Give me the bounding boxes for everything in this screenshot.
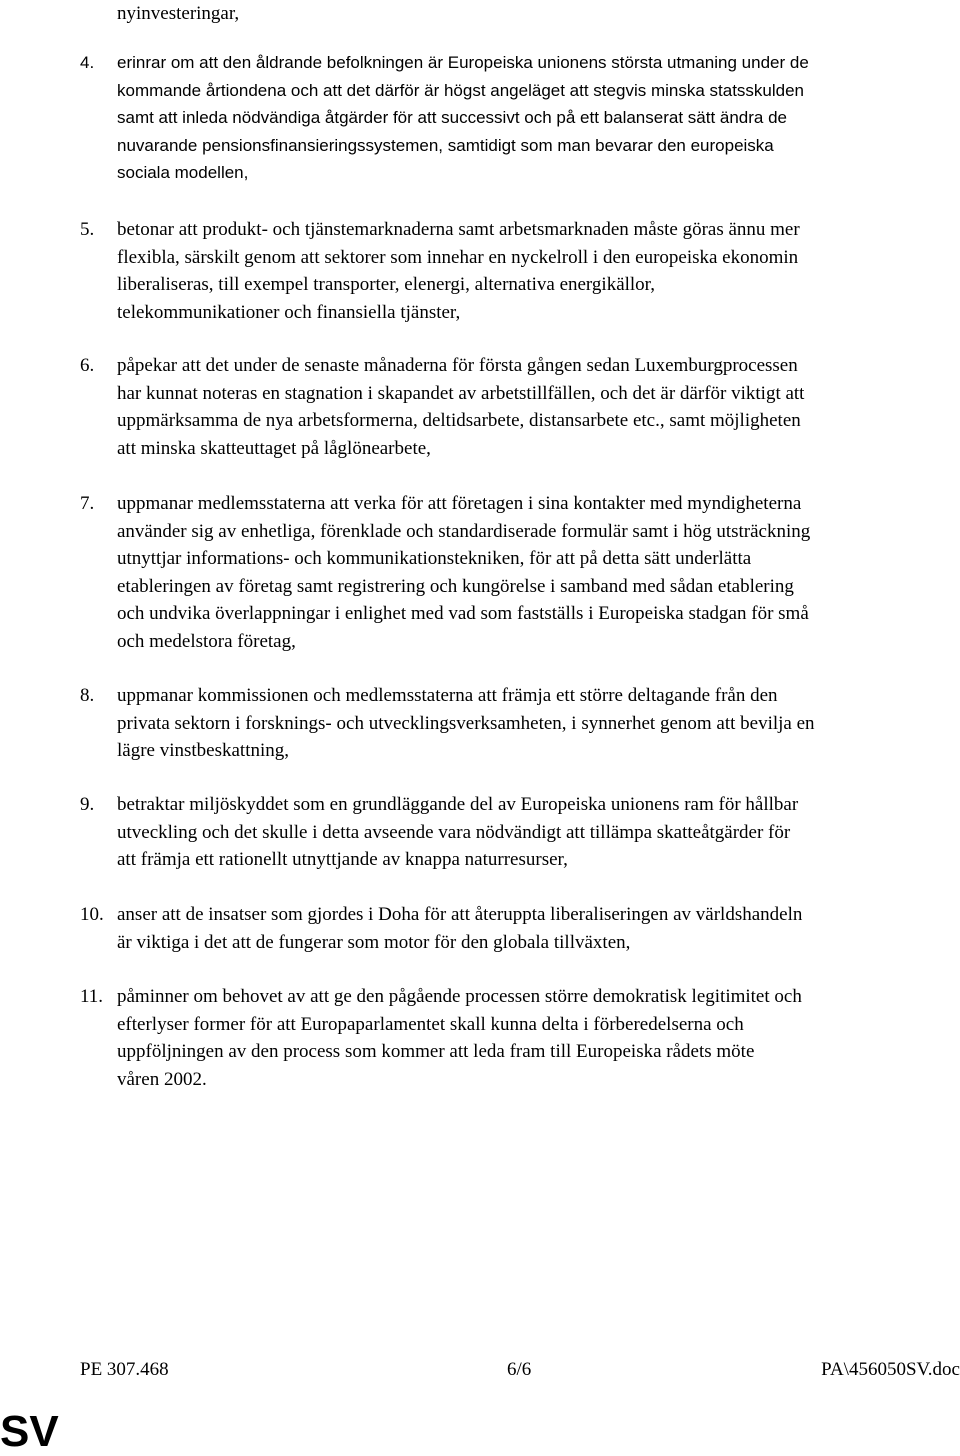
text-line: sociala modellen, bbox=[117, 163, 249, 182]
text-line: är viktiga i det att de fungerar som motor för den globala tillväxten, bbox=[117, 931, 631, 953]
page-footer bbox=[80, 1357, 960, 1383]
item-text bbox=[117, 490, 960, 655]
item-text bbox=[117, 791, 960, 874]
text-line: och medelstora företag, bbox=[117, 630, 296, 652]
text-line: våren 2002. bbox=[117, 1068, 207, 1090]
text-line: erinrar om att den åldrande befolkningen är Europeiska unionens största utmaning under de bbox=[117, 53, 809, 72]
item-text bbox=[117, 983, 960, 1093]
item-text bbox=[117, 352, 960, 462]
item-text bbox=[117, 49, 960, 187]
item-number: 6. bbox=[80, 355, 95, 376]
text-line: har kunnat noteras en stagnation i skapandet av arbetstillfällen, och det är därför viktigt att bbox=[117, 382, 805, 404]
text-line: använder sig av enhetliga, förenklade och standardiserade formulär samt i hög utsträckning bbox=[117, 520, 811, 542]
footer-document-name: PA\456050SV.doc bbox=[821, 1359, 960, 1380]
item-number: 9. bbox=[80, 794, 95, 815]
item-number: 10. bbox=[80, 904, 104, 925]
item-text bbox=[117, 216, 960, 326]
item-text bbox=[117, 901, 960, 956]
text-line: utveckling och det skulle i detta avseende vara nödvändigt att tillämpa skatteåtgärder för bbox=[117, 821, 791, 843]
text-line: att främja ett rationellt utnyttjande av knappa naturresurser, bbox=[117, 849, 568, 870]
footer-reference: PE 307.468 bbox=[80, 1359, 169, 1380]
item-text bbox=[117, 682, 960, 765]
text-line: telekommunikationer och finansiella tjänster, bbox=[117, 301, 461, 323]
text-line: privata sektorn i forsknings- och utvecklingsverksamheten, i synnerhet genom att bevilja en bbox=[117, 712, 815, 734]
text-line: uppmärksamma de nya arbetsformerna, deltidsarbete, distansarbete etc., samt möjligheten bbox=[117, 410, 801, 431]
text-line: uppföljningen av den process som kommer att leda fram till Europeiska rådets möte bbox=[117, 1041, 755, 1062]
item-number: 7. bbox=[80, 493, 95, 514]
text-line: uppmanar medlemsstaterna att verka för att företagen i sina kontakter med myndigheterna bbox=[117, 493, 802, 514]
item-number: 8. bbox=[80, 685, 95, 706]
text-line: samt att inleda nödvändiga åtgärder för att successivt och på ett balanserat sätt ändra de bbox=[117, 108, 788, 127]
text-line: betraktar miljöskyddet som en grundläggande del av Europeiska unionens ram för hållbar bbox=[117, 794, 799, 815]
footer-page-number: 6/6 bbox=[507, 1359, 532, 1380]
text-line: kommande årtiondena och att det därför är högst angeläget att stegvis minska statsskulden bbox=[117, 80, 805, 100]
text-line: utnyttjar informations- och kommunikationstekniken, för att på detta sätt underlätta bbox=[117, 548, 752, 569]
text-line: påminner om behovet av att ge den pågående processen större demokratisk legitimitet och bbox=[117, 986, 802, 1007]
text-line: uppmanar kommissionen och medlemsstaterna att främja ett större deltagande från den bbox=[117, 685, 778, 706]
text-line: efterlyser former för att Europaparlamentet skall kunna delta i förberedelserna och bbox=[117, 1013, 744, 1035]
text-line: liberaliseras, till exempel transporter, elenergi, alternativa energikällor, bbox=[117, 274, 656, 295]
text-line: lägre vinstbeskattning, bbox=[117, 740, 290, 761]
text-line: att minska skatteuttaget på låglönearbete, bbox=[117, 437, 431, 459]
text-line: betonar att produkt- och tjänstemarknaderna samt arbetsmarknaden måste göras ännu mer bbox=[117, 219, 800, 240]
text-line: etableringen av företag samt registrering och kungörelse i samband med sådan etablering bbox=[117, 575, 794, 597]
continuation-text: nyinvesteringar, bbox=[117, 3, 240, 24]
text-line: påpekar att det under de senaste månaderna för första gången sedan Luxemburgprocessen bbox=[117, 355, 798, 376]
text-line: nuvarande pensionsfinansieringssystemen, samtidigt som man bevarar den europeiska bbox=[117, 135, 774, 155]
text-line: anser att de insatser som gjordes i Doha för att återuppta liberaliseringen av världshandeln bbox=[117, 904, 803, 925]
text-line: flexibla, särskilt genom att sektorer som innehar en nyckelroll i den europeiska ekonomin bbox=[117, 246, 799, 268]
text-line: och undvika överlappningar i enlighet med vad som fastställs i Europeiska stadgan för små bbox=[117, 603, 809, 624]
item-number: 11. bbox=[80, 986, 104, 1007]
language-tag: SV bbox=[0, 1407, 59, 1456]
item-number: 5. bbox=[80, 219, 95, 240]
item-number: 4. bbox=[80, 53, 95, 72]
